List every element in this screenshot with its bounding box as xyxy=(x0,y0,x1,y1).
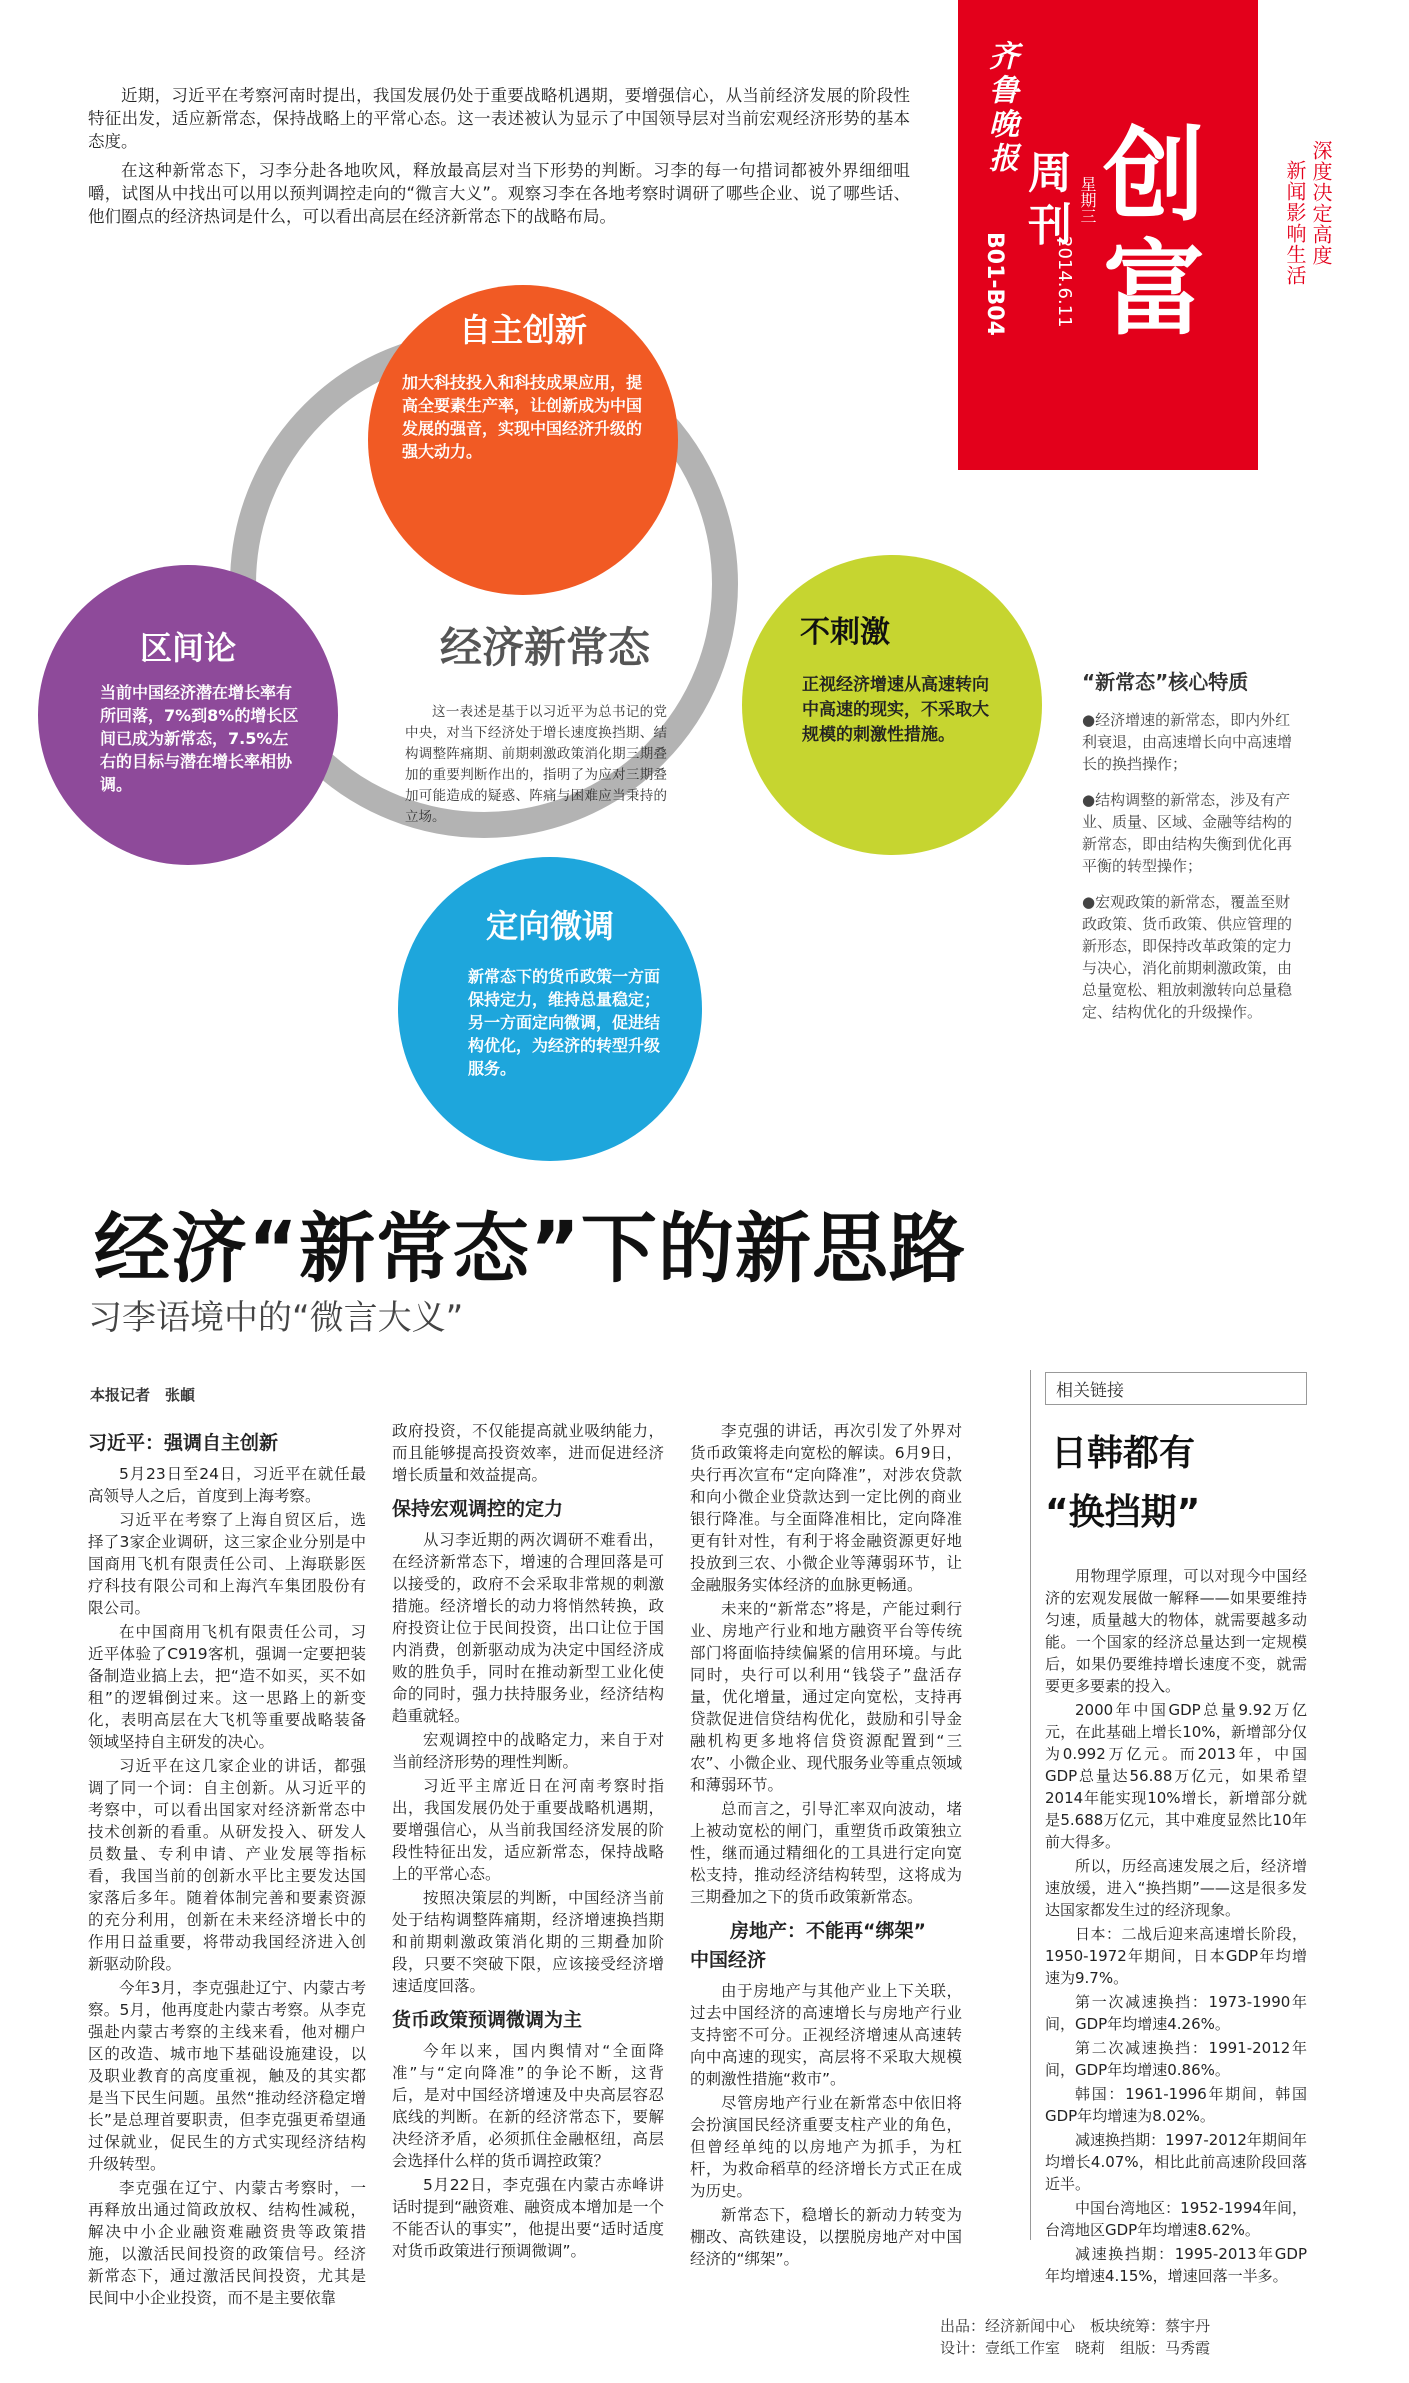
node-innovation xyxy=(368,285,678,595)
paragraph: 第一次减速换挡：1973-1990年间，GDP年均增速4.26%。 xyxy=(1045,1993,1307,2033)
node-title: 区间论 xyxy=(139,629,236,667)
paragraph: 从习李近期的两次调研不难看出，在经济新常态下，增速的合理回落是可以接受的，政府不会采取非常规的刺激措施。经济增长的动力将悄然转换，政府投资让位于民间投资，出口让位于国内消费，创新驱动成为决定中国经济成败的胜负手，同时在推动新型工业化使命的同时，强力扶持服务业，经济结构趋重就轻。 xyxy=(392,1531,664,1725)
node-title: 定向微调 xyxy=(485,907,614,945)
credits xyxy=(940,2315,1380,2359)
paragraph: 减速换挡期：1997-2012年期间年均增长4.07%，相比此前高速阶段回落近半。 xyxy=(1045,2131,1307,2193)
paragraph: 韩国：1961-1996年期间，韩国GDP年均增速为8.02%。 xyxy=(1045,2085,1307,2125)
paragraph: 今年3月，李克强赴辽宁、内蒙古考察。5月，他再度赴内蒙古考察。从李克强赴内蒙古考察的主线来看，他对棚户区的改造、城市地下基础设施建设，以及职业教育的高度重视，触及的其实都是当下民生问题。虽然“推动经济稳定增长”是总理首要职责，但李克强更希望通过保就业，促民生的方式实现经济结构升级转型。 xyxy=(88,1979,366,2173)
paragraph: 李克强的讲话，再次引发了外界对货币政策将走向宽松的解读。6月9日，央行再次宣布“定向降准”，对涉农贷款和向小微企业贷款达到一定比例的商业银行降准。与全面降准相比，定向降准更有针对性，有利于将金融资源更好地投放到三农、小微企业等薄弱环节，让金融服务实体经济的血脉更畅通。 xyxy=(690,1422,962,1594)
section-name: 创富 xyxy=(1103,117,1205,350)
column-3 xyxy=(690,1420,962,2272)
weekly-label: 周刊 xyxy=(1028,148,1072,251)
section-heading: 保持宏观调控的定力 xyxy=(392,1498,564,1520)
features-box xyxy=(1082,666,1298,1023)
credit-line: 设计：壹纸工作室 晓莉 组版：马秀霞 xyxy=(940,2339,1211,2357)
intro xyxy=(88,84,910,230)
paragraph: 未来的“新常态”将是，产能过剩行业、房地产行业和地方融资平台等传统部门将面临持续偏紧的信用环境。与此同时，央行可以利用“钱袋子”盘活存量，优化增量，通过定向宽松，支持再贷款促进信贷结构优化，鼓励和引导金融机构更多地将信贷资源配置到“三农”、小微企业、现代服务业等重点领域和薄弱环节。 xyxy=(690,1600,962,1794)
paragraph: 5月22日，李克强在内蒙古赤峰讲话时提到“融资难、融资成本增加是一个不能否认的事实”，他提出要“适时适度对货币政策进行预调微调”。 xyxy=(392,2176,664,2260)
tagline-line: 深度决定高度 xyxy=(1309,140,1333,266)
subheadline: 习李语境中的“微言大义” xyxy=(88,1298,464,1338)
paragraph: 习近平主席近日在河南考察时指出，我国发展仍处于重要战略机遇期，要增强信心，从当前我国经济发展的阶段性特征出发，适应新常态，保持战略上的平常心态。 xyxy=(392,1777,664,1883)
paragraph: 按照决策层的判断，中国经济当前处于结构调整阵痛期，经济增速换挡期和前期刺激政策消化期的三期叠加阶段，只要不突破下限，应该接受经济增速适度回落。 xyxy=(392,1889,664,1995)
paragraph: 由于房地产与其他产业上下关联，过去中国经济的高速增长与房地产行业支持密不可分。正视经济增速从高速转向中高速的现实，高层将不采取大规模的刺激性措施“救市”。 xyxy=(690,1982,962,2088)
intro-paragraph: 近期，习近平在考察河南时提出，我国发展仍处于重要战略机遇期，要增强信心，从当前经济发展的阶段性特征出发，适应新常态，保持战略上的平常心态。这一表述被认为显示了中国领导层对当前宏观经济形势的基本态度。 xyxy=(88,86,910,151)
node-title: 自主创新 xyxy=(458,311,587,349)
sidebar-title: “换挡期” xyxy=(1045,1492,1201,1533)
weekday: 星期三 xyxy=(1078,176,1097,224)
tagline xyxy=(1282,140,1334,286)
paragraph: 今年以来，国内舆情对“全面降准”与“定向降准”的争论不断，这背后，是对中国经济增速及中央高层容忍底线的判断。在新的经济常态下，要解决经济矛盾，必须抓住金融枢纽，高层会选择什么样的货币调控政策？ xyxy=(392,2042,664,2170)
section-heading: 中国经济 xyxy=(690,1949,767,1971)
paper-name: 齐鲁晚报 xyxy=(983,40,1018,176)
paragraph: 总而言之，引导汇率双向波动，堵上被动宽松的闸门，重塑货币政策独立性，继而通过精细化的工具进行定向宽松支持，推动经济结构转型，这将成为三期叠加之下的货币政策新常态。 xyxy=(690,1800,962,1906)
headline: 经济“新常态”下的新思路 xyxy=(94,1204,966,1293)
sidebar-title: 日韩都有 xyxy=(1051,1433,1196,1474)
diagram-center-text: 这一表述是基于以习近平为总书记的党中央，对当下经济处于增长速度换挡期、结构调整阵痛期、前期刺激政策消化期三期叠加的重要判断作出的，指明了为应对三期叠加可能造成的疑惑、阵痛与困难应当秉持的立场。 xyxy=(405,704,667,825)
paragraph: 减速换挡期：1995-2013年GDP年均增速4.15%，增速回落一半多。 xyxy=(1045,2245,1307,2285)
feature-item: ●结构调整的新常态，涉及有产业、质量、区域、金融等结构的新常态，即由结构失衡到优化再平衡的转型操作； xyxy=(1082,791,1293,875)
node-text: 当前中国经济潜在增长率有所回落，7%到8%的增长区间已成为新常态，7.5%左右的目标与潜在增长率相协调。 xyxy=(100,683,299,794)
node-range-theory xyxy=(38,565,338,865)
diagram-center-title: 经济新常态 xyxy=(439,623,650,672)
paragraph: 政府投资，不仅能提高就业吸纳能力，而且能够提高投资效率，进而促进经济增长质量和效益提高。 xyxy=(392,1422,664,1484)
byline: 本报记者 张頔 xyxy=(90,1386,196,1404)
column-1 xyxy=(88,1420,366,2311)
paragraph: 第二次减速换挡：1991-2012年间，GDP年均增速0.86%。 xyxy=(1045,2039,1307,2079)
node-title: 不刺激 xyxy=(800,615,890,650)
paragraph: 李克强在辽宁、内蒙古考察时，一再释放出通过简政放权、结构性减税，解决中小企业融资难融资贵等政策措施，以激活民间投资的政策信号。经济新常态下，通过激活民间投资，尤其是民间中小企业投资，而不是主要依靠 xyxy=(88,2179,366,2307)
sidebar xyxy=(1045,1372,1307,2289)
paragraph: 日本：二战后迎来高速增长阶段，1950-1972年期间，日本GDP年均增速为9.7%。 xyxy=(1045,1925,1307,1987)
sidebar-label: 相关链接 xyxy=(1056,1381,1124,1401)
masthead xyxy=(958,0,1258,470)
node-no-stimulus xyxy=(742,555,1042,855)
paragraph: 习近平在这几家企业的讲话，都强调了同一个词：自主创新。从习近平的考察中，可以看出国家对经济新常态中技术创新的看重。从研发投入、研发人员数量、专利申请、产业发展等指标看，我国当前的创新水平比主要发达国家落后多年。随着体制完善和要素资源的充分利用，创新在未来经济增长中的作用日益重要，将带动我国经济进入创新驱动阶段。 xyxy=(88,1757,366,1973)
intro-paragraph: 在这种新常态下，习李分赴各地吹风，释放最高层对当下形势的判断。习李的每一句措词都被外界细细咀嚼，试图从中找出可以用以预判调控走向的“微言大义”。观察习李在各地考察时调研了哪些企业、说了哪些话、他们圈点的经济热词是什么，可以看出高层在经济新常态下的战略布局。 xyxy=(88,161,910,226)
features-title: “新常态”核心特质 xyxy=(1082,670,1249,694)
feature-item: ●宏观政策的新常态，覆盖至财政政策、货币政策、供应管理的新形态，即保持改革政策的定力与决心，消化前期刺激政策，由总量宽松、粗放刺激转向总量稳定、结构优化的升级操作。 xyxy=(1082,893,1293,1021)
section-heading: 习近平：强调自主创新 xyxy=(88,1432,279,1454)
sidebar-label-box xyxy=(1045,1372,1307,1405)
paragraph: 所以，历经高速发展之后，经济增速放缓，进入“换挡期”——这是很多发达国家都发生过的经济现象。 xyxy=(1045,1857,1307,1919)
section-heading: 货币政策预调微调为主 xyxy=(392,2009,583,2031)
sidebar-divider xyxy=(1030,1370,1031,2240)
node-text: 加大科技投入和科技成果应用，提高全要素生产率，让创新成为中国发展的强音，实现中国经济升级的强大动力。 xyxy=(402,373,643,461)
paragraph: 新常态下，稳增长的新动力转变为棚改、高铁建设，以摆脱房地产对中国经济的“绑架”。 xyxy=(690,2206,962,2268)
paragraph: 宏观调控中的战略定力，来自于对当前经济形势的理性判断。 xyxy=(392,1731,664,1771)
feature-item: ●经济增速的新常态，即内外红利衰退，由高速增长向中高速增长的换挡操作； xyxy=(1082,711,1293,773)
paragraph: 2000年中国GDP总量9.92万亿元，在此基础上增长10%，新增部分仅为0.992万亿元。而2013年，中国GDP总量达56.88万亿元，如果希望2014年能实现10%增长，新增部分就是5.688万亿元，其中难度显然比10年前大得多。 xyxy=(1045,1701,1307,1851)
paragraph: 5月23日至24日，习近平在就任最高领导人之后，首度到上海考察。 xyxy=(88,1465,366,1505)
tagline-line: 新闻影响生活 xyxy=(1283,160,1307,286)
section-heading: 房地产：不能再“绑架” xyxy=(730,1920,926,1942)
node-targeted-adjust xyxy=(398,857,702,1161)
paragraph: 尽管房地产行业在新常态中依旧将会扮演国民经济重要支柱产业的角色，但曾经单纯的以房地产为抓手，为杠杆，为救命稻草的经济增长方式正在成为历史。 xyxy=(690,2094,962,2200)
node-text: 新常态下的货币政策一方面保持定力，维持总量稳定；另一方面定向微调，促进结构优化，为经济的转型升级服务。 xyxy=(468,967,661,1078)
paragraph: 用物理学原理，可以对现今中国经济的宏观发展做一解释——如果要维持匀速，质量越大的物体，就需要越多动能。一个国家的经济总量达到一定规模后，如果仍要维持增长速度不变，就需要更多要素的投入。 xyxy=(1045,1567,1307,1695)
paragraph: 中国台湾地区：1952-1994年间，台湾地区GDP年均增速8.62%。 xyxy=(1045,2199,1307,2239)
issue-date: 2014.6.11 xyxy=(1054,236,1075,328)
column-2 xyxy=(392,1420,664,2264)
section-code: B01-B04 xyxy=(982,232,1007,336)
paragraph: 习近平在考察了上海自贸区后，选择了3家企业调研，这三家企业分别是中国商用飞机有限责任公司、上海联影医疗科技有限公司和上海汽车集团股份有限公司。 xyxy=(88,1511,366,1617)
paragraph: 在中国商用飞机有限责任公司，习近平体验了C919客机，强调一定要把装备制造业搞上去，把“造不如买，买不如租”的逻辑倒过来。这一思路上的新变化，表明高层在大飞机等重要战略装备领域坚持自主研发的决心。 xyxy=(88,1623,366,1751)
node-text: 正视经济增速从高速转向中高速的现实，不采取大规模的刺激性措施。 xyxy=(802,675,989,745)
credit-line: 出品：经济新闻中心 板块统筹：蔡宇丹 xyxy=(940,2317,1211,2335)
